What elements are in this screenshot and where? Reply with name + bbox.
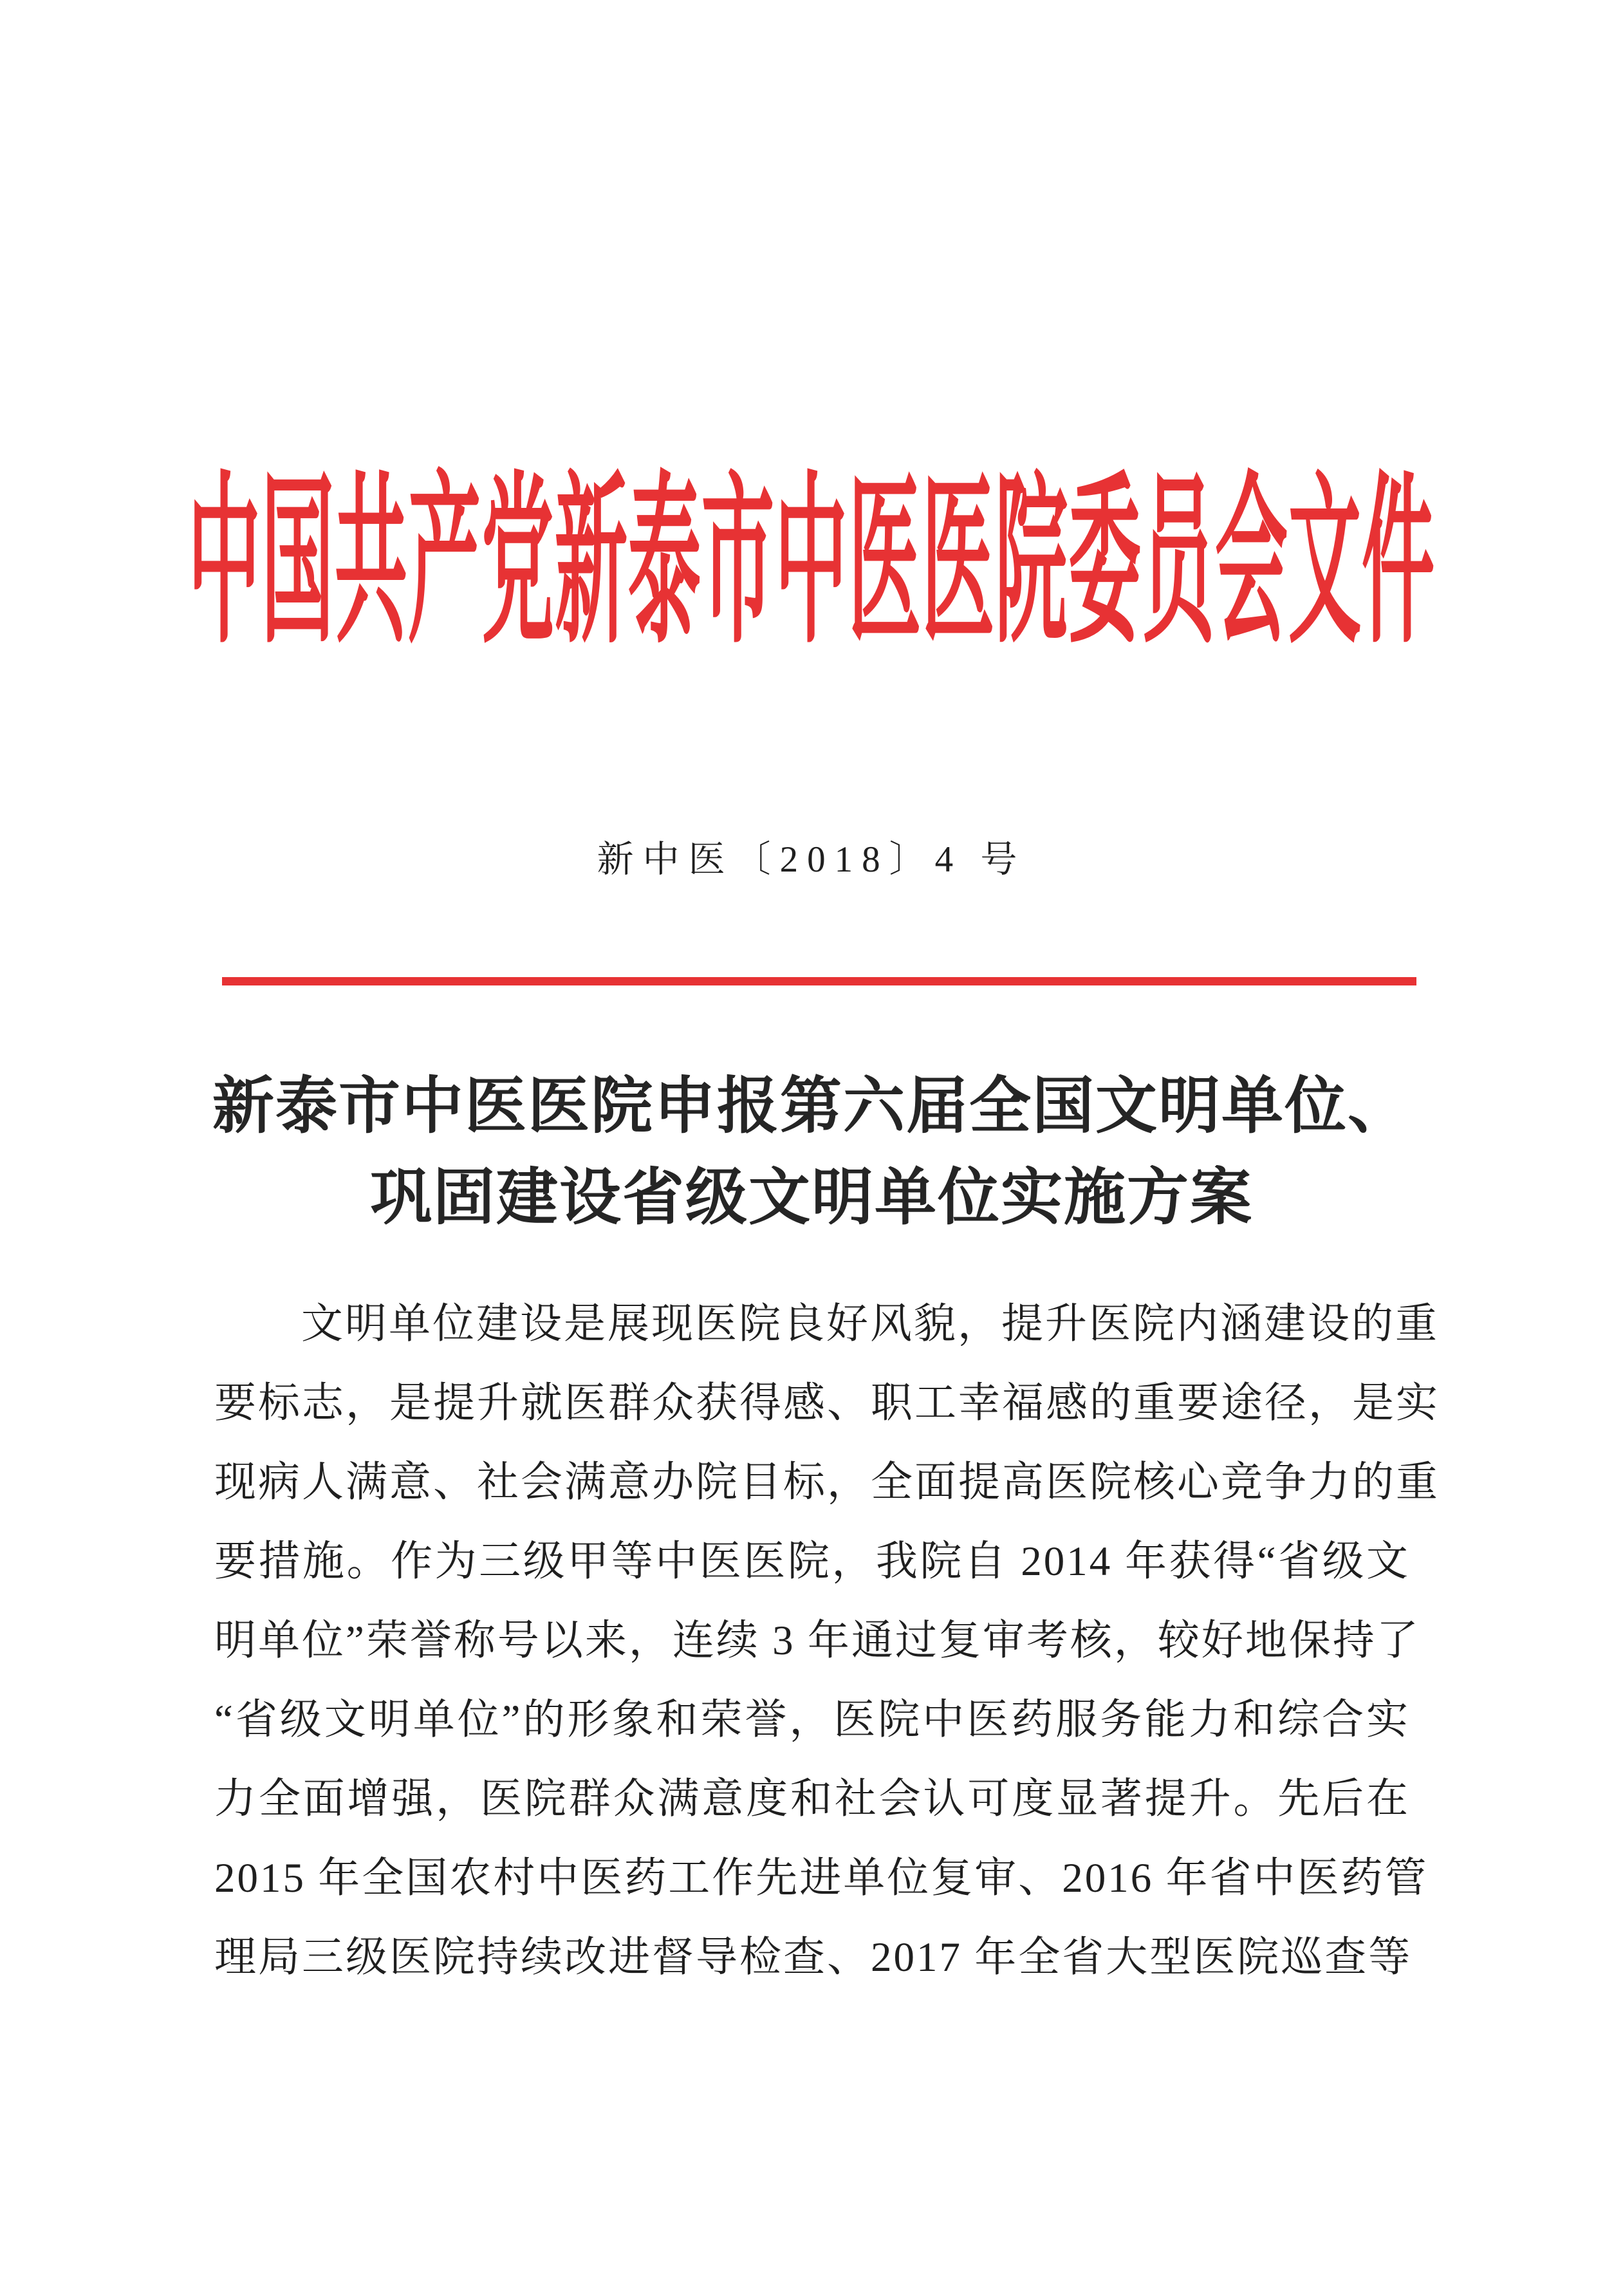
body-line: 理局三级医院持续改进督导检查、2017 年全省大型医院巡查等 — [214, 1934, 1413, 1981]
body-line: 明单位”荣誉称号以来，连续 3 年通过复审考核，较好地保持了 — [214, 1618, 1420, 1664]
red-divider-line — [222, 977, 1416, 985]
document-title-line-2: 巩固建设省级文明单位实施方案 — [370, 1163, 1253, 1232]
body-line: 文明单位建设是展现医院良好风貌，提升医院内涵建设的重 — [301, 1301, 1440, 1347]
body-line: 力全面增强，医院群众满意度和社会认可度显著提升。先后在 — [214, 1776, 1410, 1822]
body-paragraph — [214, 1285, 1440, 1997]
body-line: 现病人满意、社会满意办院目标，全面提高医院核心竞争力的重 — [214, 1459, 1440, 1506]
body-line: 要标志，是提升就医群众获得感、职工幸福感的重要途径，是实 — [214, 1380, 1440, 1426]
document-title — [0, 1061, 1623, 1244]
body-line: “省级文明单位”的形象和荣誉，医院中医药服务能力和综合实 — [214, 1697, 1410, 1743]
red-header-title: 中国共产党新泰市中医医院委员会文件 — [188, 462, 1435, 666]
body-line: 2015 年全国农村中医药工作先进单位复审、2016 年省中医药管 — [214, 1855, 1429, 1901]
body-line: 要措施。作为三级甲等中医医院，我院自 2014 年获得“省级文 — [214, 1538, 1410, 1585]
document-number: 新中医〔2018〕4 号 — [597, 839, 1026, 880]
document-title-line-1: 新泰市中医医院申报第六届全国文明单位、 — [212, 1072, 1411, 1141]
